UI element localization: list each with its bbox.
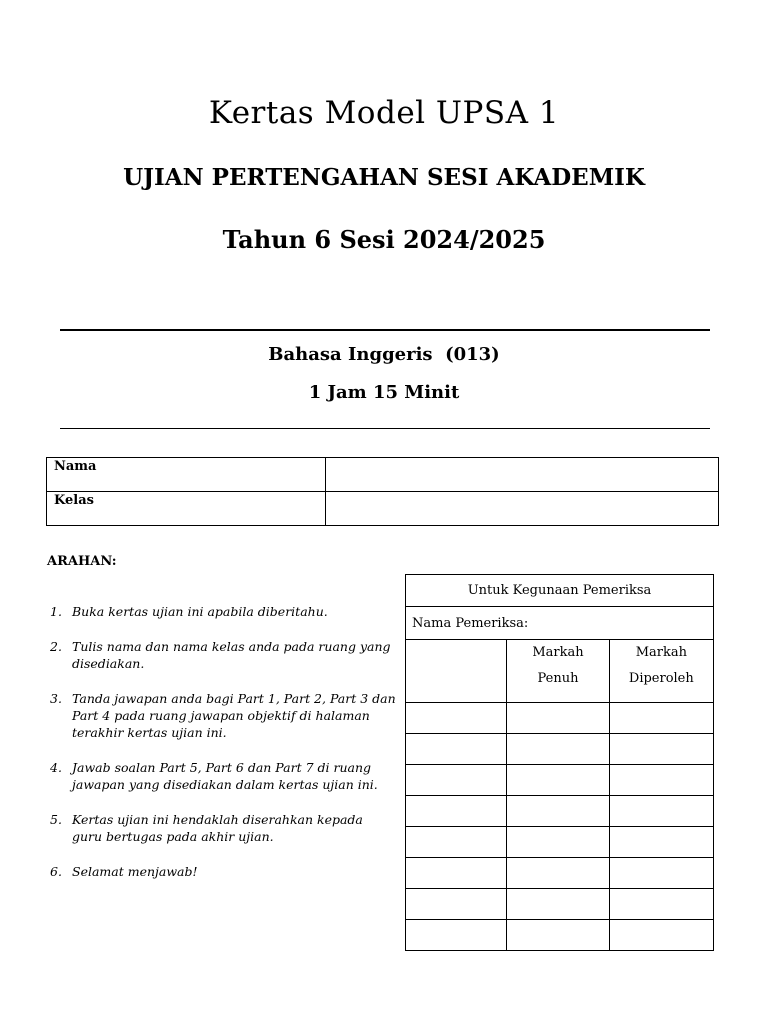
obtained-marks-cell[interactable]: [609, 889, 713, 920]
student-name-field[interactable]: [326, 458, 719, 492]
marks-header-row: [406, 640, 714, 703]
instruction-text: Tanda jawapan anda bagi Part 1, Part 2, Part 3 dan Part 4 pada ruang jawapan objektif di halaman terakhir kertas ujian ini.: [72, 691, 396, 740]
full-marks-cell[interactable]: [507, 920, 609, 951]
part-cell[interactable]: [406, 858, 507, 889]
instruction-text: Kertas ujian ini hendaklah diserahkan kepada guru bertugas pada akhir ujian.: [72, 812, 363, 844]
marks-row: [406, 796, 714, 827]
obtained-marks-line2: Diperoleh: [628, 671, 694, 686]
instruction-item: [46, 638, 396, 672]
instruction-number: 5.: [50, 812, 62, 827]
instruction-text: Jawab soalan Part 5, Part 6 dan Part 7 di ruang jawapan yang disediakan dalam kertas ujian ini.: [72, 760, 378, 792]
instruction-number: 4.: [50, 760, 62, 775]
instruction-text: Tulis nama dan nama kelas anda pada ruang yang disediakan.: [72, 639, 391, 671]
marks-row: [406, 765, 714, 796]
obtained-marks-cell[interactable]: [609, 920, 713, 951]
part-cell[interactable]: [406, 889, 507, 920]
examiner-name-row: [406, 607, 714, 640]
obtained-marks-cell[interactable]: [609, 765, 713, 796]
part-column-header: [406, 640, 507, 703]
exam-name: UJIAN PERTENGAHAN SESI AKADEMIK: [123, 164, 645, 191]
student-name-row: [47, 458, 719, 492]
examiner-table: [405, 574, 714, 951]
obtained-marks-cell[interactable]: [609, 796, 713, 827]
marks-row: [406, 920, 714, 951]
paper-title: Kertas Model UPSA 1: [208, 95, 560, 131]
obtained-marks-cell[interactable]: [609, 703, 713, 734]
marks-row: [406, 827, 714, 858]
part-cell[interactable]: [406, 765, 507, 796]
instruction-number: 1.: [50, 604, 62, 619]
instructions-heading: ARAHAN:: [47, 554, 117, 569]
full-marks-cell[interactable]: [507, 703, 609, 734]
student-name-label: Nama: [47, 458, 326, 492]
student-class-field[interactable]: [326, 492, 719, 526]
marks-row: [406, 734, 714, 765]
instruction-item: [46, 759, 396, 793]
part-cell[interactable]: [406, 703, 507, 734]
student-info-table: [46, 457, 719, 526]
part-cell[interactable]: [406, 734, 507, 765]
examiner-name-label[interactable]: Nama Pemeriksa:: [406, 607, 714, 640]
full-marks-line2: Penuh: [537, 671, 579, 686]
instruction-item: [46, 603, 396, 620]
full-marks-cell[interactable]: [507, 889, 609, 920]
full-marks-header: [507, 640, 609, 703]
instructions-list: [46, 603, 396, 898]
instruction-number: 2.: [50, 639, 62, 654]
instruction-item: [46, 690, 396, 741]
part-cell[interactable]: [406, 827, 507, 858]
instruction-text: Selamat menjawab!: [72, 864, 198, 879]
exam-year: Tahun 6 Sesi 2024/2025: [222, 225, 546, 254]
marks-row: [406, 889, 714, 920]
instruction-item: [46, 811, 396, 845]
instruction-text: Buka kertas ujian ini apabila diberitahu.: [72, 604, 328, 619]
examiner-box-title: Untuk Kegunaan Pemeriksa: [406, 575, 714, 607]
subject-name: Bahasa Inggeris (013): [268, 344, 500, 365]
full-marks-cell[interactable]: [507, 827, 609, 858]
marks-row: [406, 703, 714, 734]
marks-row: [406, 858, 714, 889]
exam-duration: 1 Jam 15 Minit: [308, 382, 460, 403]
obtained-marks-header: [609, 640, 713, 703]
part-cell[interactable]: [406, 796, 507, 827]
student-class-label: Kelas: [47, 492, 326, 526]
instruction-item: [46, 863, 396, 880]
full-marks-line1: Markah: [532, 645, 584, 660]
full-marks-cell[interactable]: [507, 796, 609, 827]
divider-bottom: [60, 428, 710, 429]
instruction-number: 6.: [50, 864, 62, 879]
full-marks-cell[interactable]: [507, 734, 609, 765]
examiner-header-row: [406, 575, 714, 607]
divider-top: [60, 329, 710, 331]
obtained-marks-cell[interactable]: [609, 827, 713, 858]
obtained-marks-cell[interactable]: [609, 734, 713, 765]
obtained-marks-line1: Markah: [635, 645, 687, 660]
full-marks-cell[interactable]: [507, 765, 609, 796]
obtained-marks-cell[interactable]: [609, 858, 713, 889]
instruction-number: 3.: [50, 691, 62, 706]
full-marks-cell[interactable]: [507, 858, 609, 889]
student-class-row: [47, 492, 719, 526]
part-cell[interactable]: [406, 920, 507, 951]
